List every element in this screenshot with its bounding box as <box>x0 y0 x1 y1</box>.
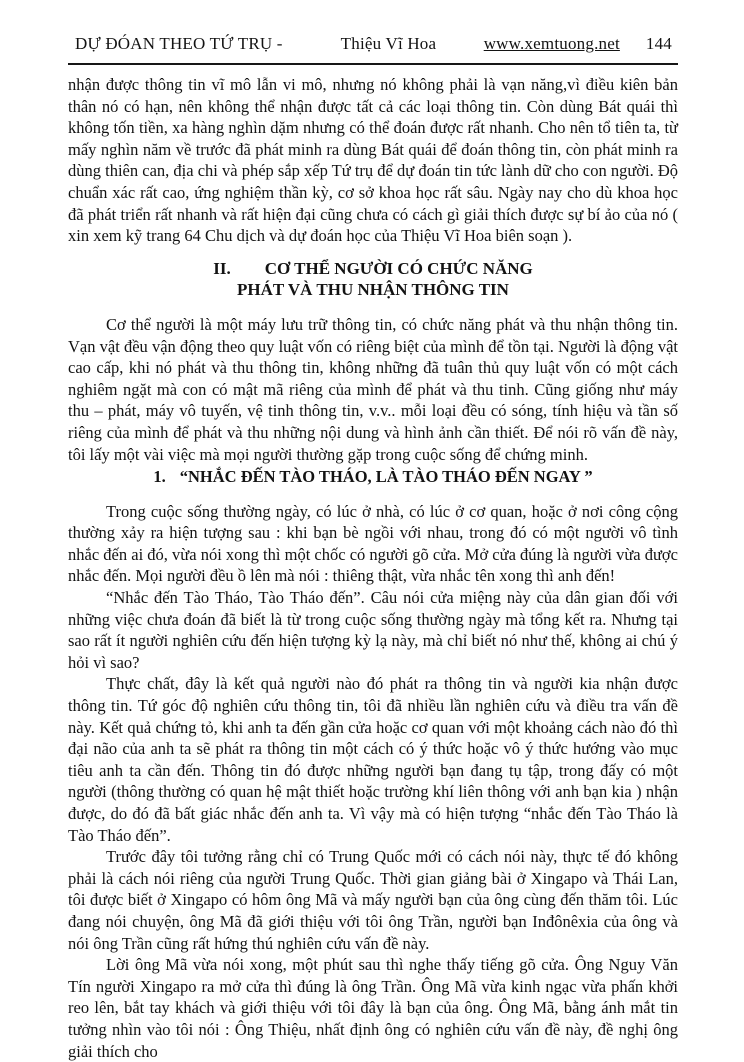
website-link[interactable]: www.xemtuong.net <box>483 34 620 53</box>
section-title-line1: CƠ THỂ NGƯỜI CÓ CHỨC NĂNG <box>264 258 533 278</box>
book-title: DỰ ĐÓAN THEO TỨ TRỤ - <box>75 34 283 53</box>
subsection-number: 1. <box>153 467 166 487</box>
book-author: Thiệu Vĩ Hoa <box>340 34 437 53</box>
continuation-paragraph: nhận được thông tin vĩ mô lẫn vi mô, nhưng nó không phải là vạn năng,vì điều kiên bản thân nó có hạn, nên không thể nhận được tất cả các loại thông tin. Còn dùng Bát quái thì không tốn tiền, xa hàng nghìn dặm nhưng có thể đoán được rất nhanh. Cho nên tổ tiên ta, từ mấy nghìn năm về trước đã phát minh ra dùng Bát quái để đoán thông tin, còn phát minh ra dùng thiên can, địa chi và phép sắp xếp Tứ trụ để dự đoán tin tức lành dữ cho con người. Độ chuẩn xác rất cao, ứng nghiệm thần kỳ, cơ sở khoa học rất sâu. Ngày nay cho dù khoa học đã phát triển rất nhanh và rất hiện đại cũng chưa có cách gì giải thích được sự bí ảo của nó ( xin xem kỹ trang 64 Chu dịch và dự đoán học của Thiệu Vĩ Hoa biên soạn ). <box>68 75 678 246</box>
section-number: II. <box>213 258 231 278</box>
page-number: 144 <box>645 34 672 53</box>
section-heading-line1 <box>68 258 678 280</box>
section2-paragraph: Cơ thể người là một máy lưu trữ thông tin, có chức năng phát và thu nhận thông tin. Vạn vật đều vận động theo quy luật vốn có riêng biệt của mình để tồn tại. Người là động vật cao cấp, khi nó phát và thu thông tin, không những đã tuân thủ quy luật vốn có một cách nghiêm ngặt mà con có mật mã riêng của mình để phát và thu tinh. Cũng giống như máy thu – phát, máy vô tuyến, vệ tinh thông tin, v.v.. mỗi loại đều có sóng, tính hiệu và tần số riêng của mình để phát và thu những nội dung và hình ảnh cần thiết. Để nói rõ vấn đề này, tôi lấy một vài việc mà mọi người thường gặp trong cuộc sống để chứng minh. <box>68 314 678 464</box>
body-paragraph: “Nhắc đến Tào Tháo, Tào Tháo đến”. Câu nói cửa miệng này của dân gian đối với những việc chưa đoán đã biết là từ trong cuộc sống thường ngày mà tổng kết ra. Nhưng tại sao rất ít người nghiên cứu đến hiện tượng kỳ lạ này, mà chỉ biết nó như thế, không ai chú ý hỏi vì sao? <box>68 588 678 672</box>
body-paragraph: Trong cuộc sống thường ngày, có lúc ở nhà, có lúc ở cơ quan, hoặc ở nơi công cộng thường xảy ra hiện tượng sau : khi bạn bè ngồi với nhau, trong đó có một người vô tình nhắc đến ai đó, vừa nói xong thì một chốc có người gõ cửa. Mở cửa đúng là người vừa được nhắc đến. Mọi người đều ồ lên mà nói : thiêng thật, vừa nhắc tên xong thì anh đến! <box>68 501 678 586</box>
running-header <box>68 34 678 54</box>
body-paragraph: Trước đây tôi tưởng rằng chỉ có Trung Quốc mới có cách nói này, thực tế đó không phải là cách nói riêng của người Trung Quốc. Thời gian giảng bài ở Xingapo và Thái Lan, tôi được biết ở Xingapo có hôm ông Mã và mấy người bạn của ông cùng đến thăm tôi. Lúc đang nói chuyện, ông Mã đã giới thiệu với tôi ông Trần, người bạn Inđônêxia của ông và nói ông Trần cũng rất hứng thú nghiên cứu vấn đề này. <box>68 847 678 953</box>
header-divider <box>68 63 678 65</box>
section-title-line2: PHÁT VÀ THU NHẬN THÔNG TIN <box>237 280 509 300</box>
subsection-heading <box>68 466 678 488</box>
section-heading <box>68 258 678 301</box>
body-paragraph: Lời ông Mã vừa nói xong, một phút sau thì nghe thấy tiếng gõ cửa. Ông Nguy Văn Tín người Xingapo ra mở cửa thì đúng là ông Trần. Ông Mã vừa kinh ngạc vừa phấn khởi reo lên, bắt tay khách và giới thiệu với tôi đây là bạn của ông. Ông Mã, bằng ánh mắt tin tưởng nhìn vào tôi nói : Ông Thiệu, nhất định ông có nghiên cứu vấn đề này, đề nghị ông giải thích cho <box>68 955 678 1061</box>
subsection-title: “NHẮC ĐẾN TÀO THÁO, LÀ TÀO THÁO ĐẾN NGAY ” <box>179 467 593 487</box>
body-paragraph: Thực chất, đây là kết quả người nào đó phát ra thông tin và người kia nhận được thông tin. Tứ góc độ nghiên cứu thông tin, tôi đã nhiều lần nghiên cứu và điều tra vấn đề này. Kết quả chứng tỏ, khi anh ta đến gần cửa hoặc cơ quan với một khoảng cách nào đó thì đại não của anh ta sẽ phát ra thông tin một cách có ý thức hoặc vô ý thức hướng vào mục tiêu anh ta cần đến. Thông tin đó được những người bạn đang tụ tập, trong đấy có một người (thông thường có quan hệ mật thiết hoặc trường khí liên thông với anh bạn kia ) nhận được, do đó đã bất giác nhắc đến anh ta. Vì vậy mà có hiện tượng “nhắc đến Tào Tháo là Tào Tháo đến”. <box>68 674 678 845</box>
